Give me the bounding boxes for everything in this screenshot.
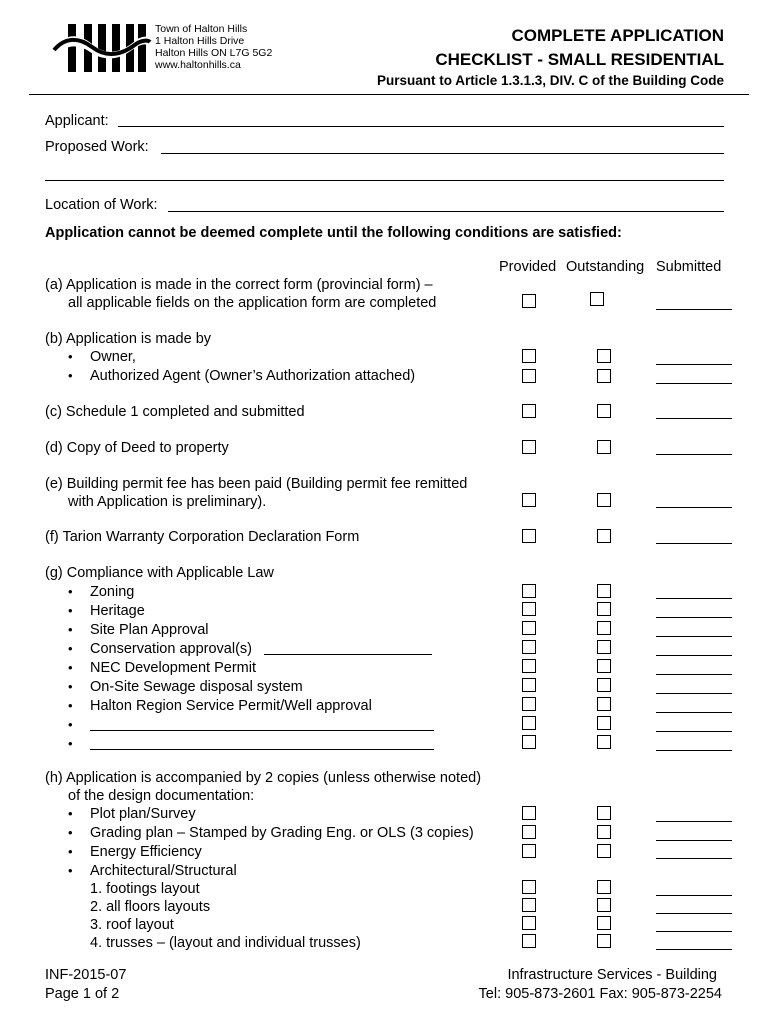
checkbox-provided[interactable]: [522, 716, 536, 730]
proposed-work-field[interactable]: [161, 153, 724, 154]
checkbox-provided[interactable]: [522, 806, 536, 820]
checkbox-outstanding[interactable]: [597, 493, 611, 507]
checkbox-provided[interactable]: [522, 659, 536, 673]
checkbox-provided[interactable]: [522, 440, 536, 454]
footer-department: Infrastructure Services - Building: [507, 967, 717, 983]
checkbox-outstanding[interactable]: [597, 716, 611, 730]
item-h-plot-plan: Plot plan/Survey: [90, 806, 196, 822]
checkbox-provided[interactable]: [522, 678, 536, 692]
checkbox-provided[interactable]: [522, 844, 536, 858]
submitted-field[interactable]: [656, 309, 732, 310]
item-h-energy: Energy Efficiency: [90, 844, 202, 860]
submitted-field[interactable]: [656, 543, 732, 544]
proposed-work-label: Proposed Work:: [45, 139, 149, 155]
item-g-heritage: Heritage: [90, 603, 145, 619]
submitted-field[interactable]: [656, 858, 732, 859]
submitted-field[interactable]: [656, 454, 732, 455]
item-h-text-2: of the design documentation:: [68, 788, 255, 804]
bullet: •: [68, 736, 73, 751]
checkbox-outstanding[interactable]: [597, 806, 611, 820]
page-number: Page 1 of 2: [45, 986, 120, 1002]
checkbox-provided[interactable]: [522, 697, 536, 711]
checkbox-provided[interactable]: [522, 349, 536, 363]
checkbox-outstanding[interactable]: [597, 529, 611, 543]
submitted-field[interactable]: [656, 674, 732, 675]
bullet: •: [68, 603, 73, 618]
item-g-conservation: Conservation approval(s): [90, 641, 252, 657]
location-field[interactable]: [168, 211, 724, 212]
item-b-owner: Owner,: [90, 349, 136, 365]
checkbox-provided[interactable]: [522, 640, 536, 654]
bullet: •: [68, 863, 73, 878]
page-title-line2: CHECKLIST - SMALL RESIDENTIAL: [435, 50, 724, 69]
instruction: Application cannot be deemed complete until the following conditions are satisfied:: [45, 225, 622, 241]
col-submitted: Submitted: [656, 259, 722, 275]
item-h-text: (h) Application is accompanied by 2 copies (unless otherwise noted): [45, 770, 482, 786]
checkbox-outstanding[interactable]: [597, 440, 611, 454]
applicant-field[interactable]: [118, 126, 724, 127]
bullet: •: [68, 717, 73, 732]
item-f-text: (f) Tarion Warranty Corporation Declaration Form: [45, 529, 360, 545]
form-code: INF-2015-07: [45, 967, 127, 983]
other-law-field-2[interactable]: [90, 749, 434, 750]
org-address: [155, 23, 272, 71]
checkbox-provided[interactable]: [522, 898, 536, 912]
checkbox-provided[interactable]: [522, 584, 536, 598]
item-g-sewage: On-Site Sewage disposal system: [90, 679, 303, 695]
item-d-text: (d) Copy of Deed to property: [45, 440, 229, 456]
submitted-field[interactable]: [656, 949, 732, 950]
bullet: •: [68, 679, 73, 694]
checkbox-provided[interactable]: [522, 369, 536, 383]
item-g-nec: NEC Development Permit: [90, 660, 256, 676]
checkbox-provided[interactable]: [522, 493, 536, 507]
item-g-zoning: Zoning: [90, 584, 135, 600]
checkbox-provided[interactable]: [522, 934, 536, 948]
submitted-field[interactable]: [656, 383, 732, 384]
bullet: •: [68, 844, 73, 859]
checkbox-outstanding[interactable]: [597, 825, 611, 839]
checkbox-outstanding[interactable]: [597, 584, 611, 598]
checkbox-outstanding[interactable]: [597, 659, 611, 673]
checkbox-provided[interactable]: [522, 529, 536, 543]
col-provided: Provided: [499, 259, 557, 275]
org-street: 1 Halton Hills Drive: [155, 35, 245, 47]
checkbox-provided[interactable]: [522, 916, 536, 930]
org-city: Halton Hills ON L7G 5G2: [155, 47, 273, 59]
checkbox-outstanding[interactable]: [597, 621, 611, 635]
col-outstanding: Outstanding: [566, 259, 645, 275]
checkbox-outstanding[interactable]: [597, 916, 611, 930]
checkbox-provided[interactable]: [522, 294, 536, 308]
bullet: •: [68, 660, 73, 675]
submitted-field[interactable]: [656, 931, 732, 932]
submitted-field[interactable]: [656, 636, 732, 637]
bullet: •: [68, 368, 73, 383]
checkbox-provided[interactable]: [522, 404, 536, 418]
item-h-architectural: Architectural/Structural: [90, 863, 237, 879]
submitted-field[interactable]: [656, 598, 732, 599]
proposed-work-field-2[interactable]: [45, 180, 724, 181]
bullet: •: [68, 349, 73, 364]
page-subtitle: Pursuant to Article 1.3.1.3, DIV. C of the Building Code: [376, 73, 724, 88]
submitted-field[interactable]: [656, 617, 732, 618]
item-c-text: (c) Schedule 1 completed and submitted: [45, 404, 305, 420]
submitted-field[interactable]: [656, 655, 732, 656]
item-h-trusses: 4. trusses – (layout and individual trusses): [90, 935, 361, 951]
checkbox-outstanding[interactable]: [597, 735, 611, 749]
item-e-text: (e) Building permit fee has been paid (Building permit fee remitted: [45, 476, 468, 492]
submitted-field[interactable]: [656, 364, 732, 365]
org-website[interactable]: www.haltonhills.ca: [155, 59, 241, 71]
checkbox-outstanding[interactable]: [597, 404, 611, 418]
submitted-field[interactable]: [656, 731, 732, 732]
bullet: •: [68, 641, 73, 656]
checkbox-outstanding[interactable]: [597, 934, 611, 948]
item-h-roof: 3. roof layout: [90, 917, 174, 933]
checkbox-outstanding[interactable]: [597, 678, 611, 692]
checkbox-provided[interactable]: [522, 825, 536, 839]
item-a-text: (a) Application is made in the correct form (provincial form) –: [45, 277, 433, 293]
item-h-grading-plan: Grading plan – Stamped by Grading Eng. or OLS (3 copies): [90, 825, 474, 841]
checkbox-provided[interactable]: [522, 621, 536, 635]
applicant-label: Applicant:: [45, 113, 109, 129]
checkbox-provided[interactable]: [522, 602, 536, 616]
checkbox-outstanding[interactable]: [597, 369, 611, 383]
location-label: Location of Work:: [45, 197, 158, 213]
item-g-text: (g) Compliance with Applicable Law: [45, 565, 274, 581]
submitted-field[interactable]: [656, 750, 732, 751]
checkbox-outstanding[interactable]: [597, 898, 611, 912]
bullet: •: [68, 698, 73, 713]
submitted-field[interactable]: [656, 821, 732, 822]
checkbox-outstanding[interactable]: [597, 844, 611, 858]
checkbox-provided[interactable]: [522, 735, 536, 749]
submitted-field[interactable]: [656, 507, 732, 508]
item-b-text: (b) Application is made by: [45, 331, 212, 347]
halton-hills-logo: [52, 22, 152, 76]
header-divider: [29, 94, 749, 95]
item-b-agent: Authorized Agent (Owner’s Authorization attached): [90, 368, 416, 384]
submitted-field[interactable]: [656, 712, 732, 713]
bullet: •: [68, 825, 73, 840]
bullet: •: [68, 806, 73, 821]
item-a-text-2: all applicable fields on the application form are completed: [68, 295, 437, 311]
submitted-field[interactable]: [656, 418, 732, 419]
footer-contact: Tel: 905-873-2601 Fax: 905-873-2254: [478, 986, 722, 1002]
org-name: Town of Halton Hills: [155, 23, 248, 35]
submitted-field[interactable]: [656, 913, 732, 914]
page-title-line1: COMPLETE APPLICATION: [511, 26, 724, 45]
other-law-field-1[interactable]: [90, 730, 434, 731]
checkbox-outstanding[interactable]: [597, 697, 611, 711]
bullet: •: [68, 622, 73, 637]
checkbox-outstanding[interactable]: [597, 640, 611, 654]
submitted-field[interactable]: [656, 840, 732, 841]
conservation-field[interactable]: [264, 654, 432, 655]
checkbox-outstanding[interactable]: [597, 880, 611, 894]
checkbox-outstanding[interactable]: [597, 349, 611, 363]
checkbox-provided[interactable]: [522, 880, 536, 894]
item-g-site-plan: Site Plan Approval: [90, 622, 209, 638]
item-h-floors: 2. all floors layouts: [90, 899, 211, 915]
item-e-text-2: with Application is preliminary).: [68, 494, 267, 510]
checkbox-outstanding[interactable]: [590, 292, 604, 306]
checkbox-outstanding[interactable]: [597, 602, 611, 616]
submitted-field[interactable]: [656, 895, 732, 896]
submitted-field[interactable]: [656, 693, 732, 694]
item-g-halton-region: Halton Region Service Permit/Well approval: [90, 698, 372, 714]
item-h-footings: 1. footings layout: [90, 881, 200, 897]
bullet: •: [68, 584, 73, 599]
